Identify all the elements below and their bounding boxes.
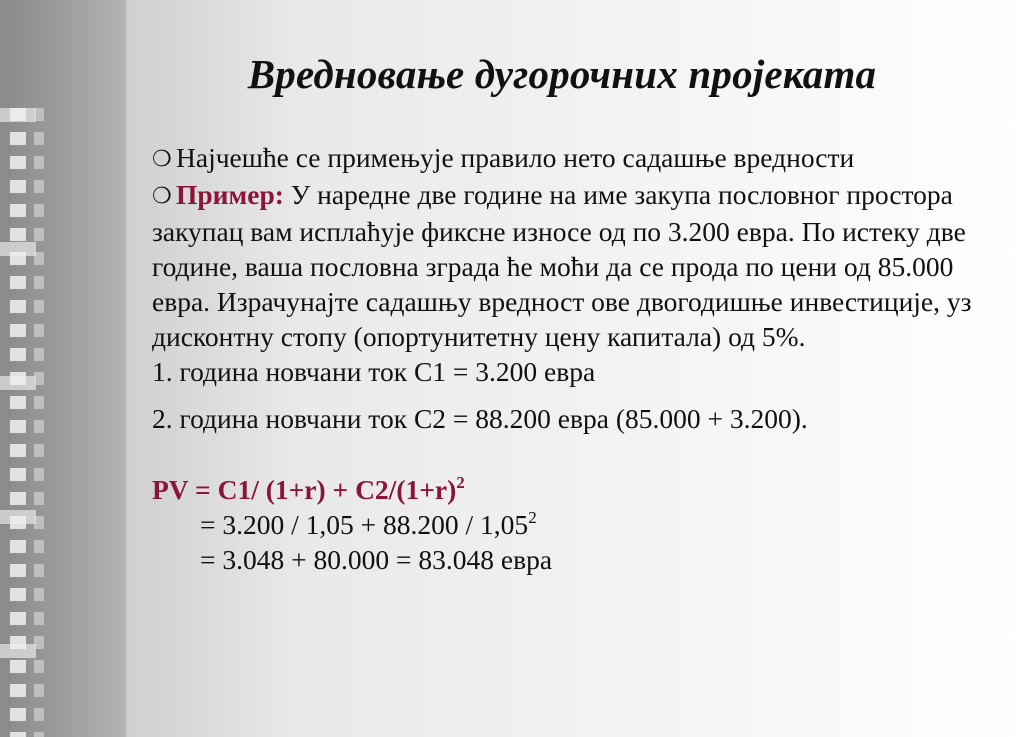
- circle-outline-icon: ❍: [152, 147, 172, 172]
- circle-outline-icon: ❍: [152, 184, 172, 209]
- year-2-cashflow: 2. година новчани ток C2 = 88.200 евра (85.000 + 3.200).: [152, 403, 808, 434]
- bullet-item-1: [152, 140, 992, 177]
- bullet-1-text: Најчешће се примењује правило нето садашње вредности: [176, 142, 855, 173]
- pv-formula: [152, 472, 992, 507]
- bullet-item-2: [152, 177, 992, 354]
- pv-formula-exponent: 2: [456, 473, 465, 492]
- slide-content: [152, 140, 992, 577]
- slide-title: Вредновање дугорочних пројеката: [247, 51, 877, 97]
- pv-formula-text: PV = C1/ (1+r) + C2/(1+r): [152, 474, 457, 505]
- decorative-squares-faint: [34, 108, 44, 737]
- pv-substitution-exponent: 2: [528, 508, 537, 527]
- pv-substitution-text: = 3.200 / 1,05 + 88.200 / 1,05: [200, 509, 529, 540]
- pv-substitution: [152, 507, 992, 542]
- decorative-squares: [10, 108, 26, 737]
- pv-result: = 3.048 + 80.000 = 83.048 евра: [200, 544, 553, 575]
- year-1-cashflow: 1. година новчани ток C1 = 3.200 евра: [152, 356, 596, 387]
- example-label: Пример:: [176, 179, 284, 210]
- bullet-2-text: У наредне две године на име закупа пословног простора закупац вам исплаћује фиксне износе од по 3.200 евра. По истеку две године, ваша пословна зграда ће моћи да се прода по цени од 85.000 евра. Израчунајте садашњу вредност ове двогодишње инвестиције, уз дисконтну стопу (опортунитетну цену капитала) од 5%.: [152, 179, 972, 352]
